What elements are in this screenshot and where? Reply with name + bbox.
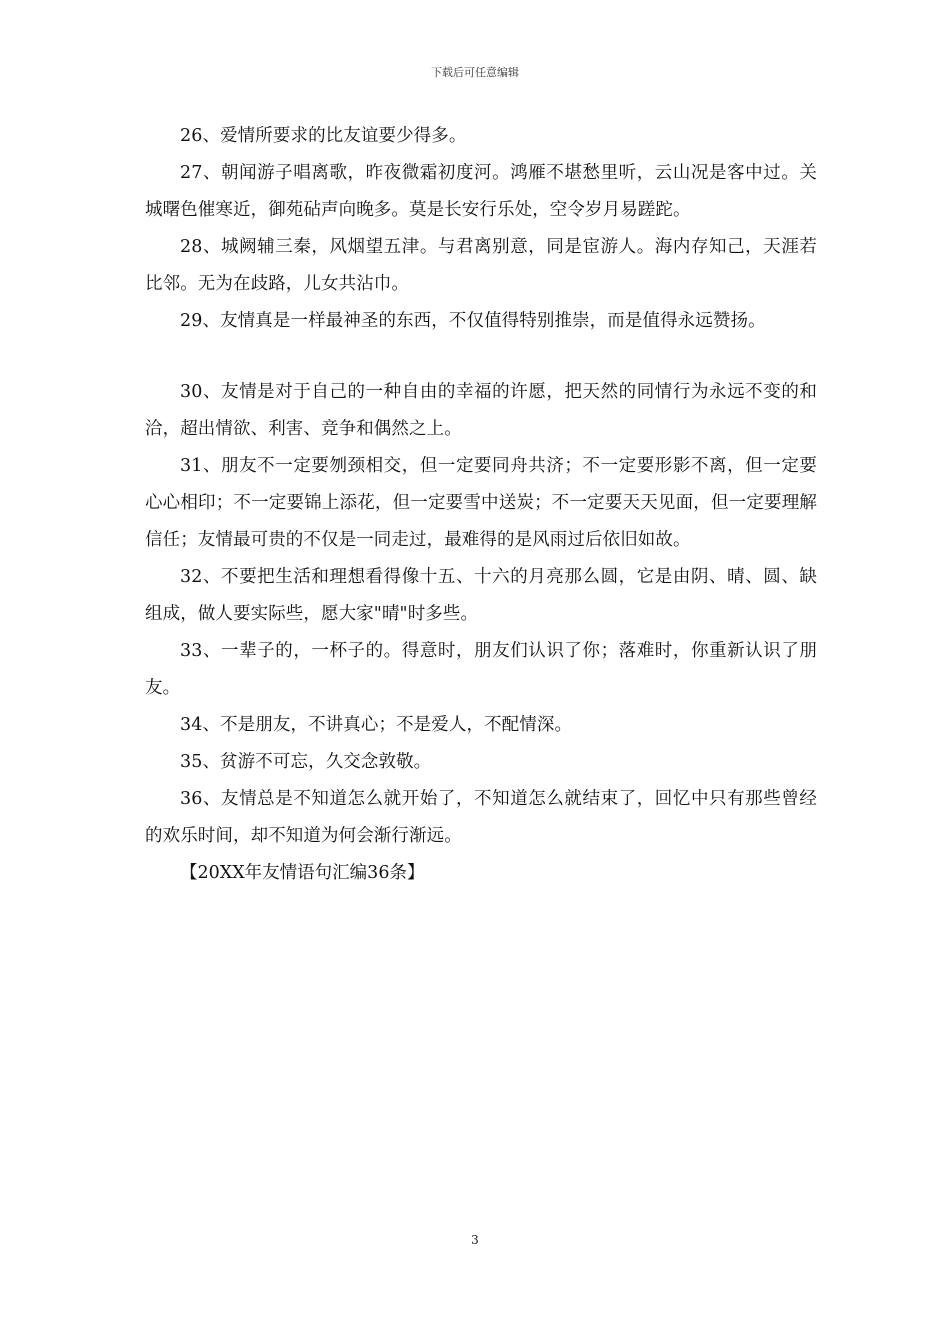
paragraph-33: 33、一辈子的，一杯子的。得意时，朋友们认识了你；落难时，你重新认识了朋友。 — [145, 641, 817, 698]
paragraph-28: 28、城阙辅三秦，风烟望五津。与君离别意，同是宦游人。海内存知己，天涯若比邻。无为在歧路，儿女共沾巾。 — [145, 237, 817, 294]
paragraph-31: 31、朋友不一定要刎颈相交，但一定要同舟共济；不一定要形影不离，但一定要心心相印；不一定要锦上添花，但一定要雪中送炭；不一定要天天见面，但一定要理解信任；友情最可贵的不仅是一同走过，最难得的是风雨过后依旧如故。 — [145, 456, 817, 550]
paragraph-32: 32、不要把生活和理想看得像十五、十六的月亮那么圆，它是由阴、晴、圆、缺组成，做人要实际些，愿大家"晴"时多些。 — [145, 567, 817, 624]
paragraph-35: 35、贫游不可忘，久交念敦敬。 — [180, 752, 432, 772]
paragraph-gap — [145, 340, 817, 374]
document-title-note: 【20XX年友情语句汇编36条】 — [180, 863, 425, 883]
paragraph-29: 29、友情真是一样最神圣的东西，不仅值得特别推崇，而是值得永远赞扬。 — [180, 311, 766, 331]
paragraph-30: 30、友情是对于自己的一种自由的幸福的许愿，把天然的同情行为永远不变的和洽，超出情欲、利害、竞争和偶然之上。 — [145, 382, 817, 439]
paragraph-34: 34、不是朋友，不讲真心；不是爱人，不配情深。 — [180, 715, 573, 735]
document-body — [145, 118, 817, 892]
page-header: 下载后可任意编辑 — [431, 66, 519, 79]
paragraph-26: 26、爱情所要求的比友谊要少得多。 — [180, 126, 467, 146]
page-number: 3 — [471, 1233, 479, 1247]
paragraph-36: 36、友情总是不知道怎么就开始了，不知道怎么就结束了，回忆中只有那些曾经的欢乐时间，却不知道为何会渐行渐远。 — [145, 789, 817, 846]
paragraph-27: 27、朝闻游子唱离歌，昨夜微霜初度河。鸿雁不堪愁里听，云山况是客中过。关城曙色催寒近，御苑砧声向晚多。莫是长安行乐处，空令岁月易蹉跎。 — [145, 163, 817, 220]
